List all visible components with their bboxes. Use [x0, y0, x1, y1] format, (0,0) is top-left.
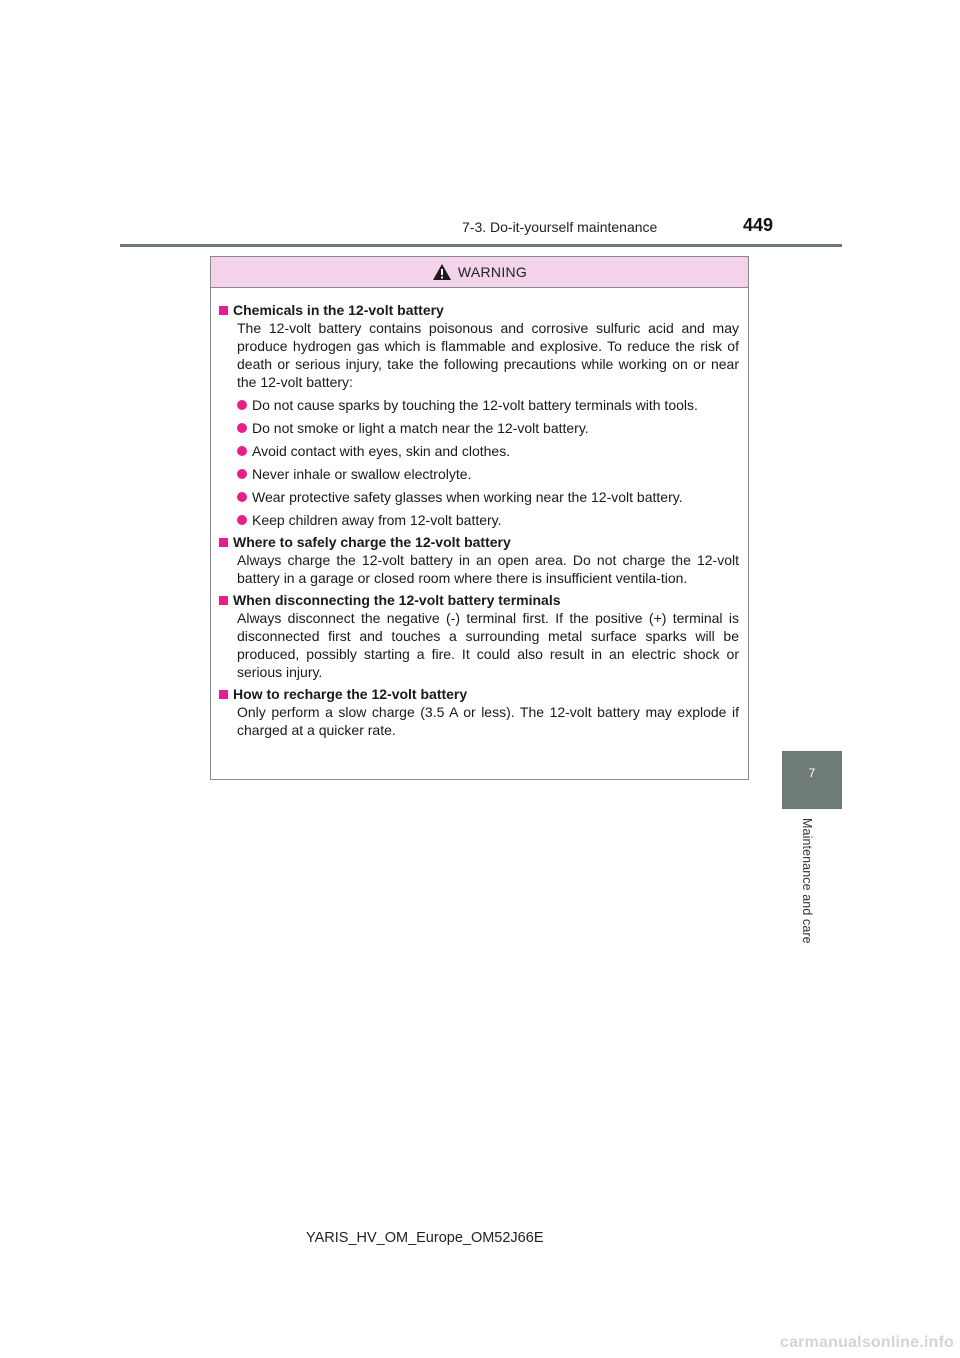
list-item: [237, 442, 739, 460]
section-heading: [219, 301, 739, 319]
section-heading-text: How to recharge the 12-volt battery: [233, 686, 468, 702]
section-text: Always charge the 12-volt battery in an open area. Do not charge the 12-volt battery in a garage or closed room where there is insufficient ventila-tion.: [237, 552, 739, 586]
warning-triangle-icon: [432, 263, 452, 281]
section-heading: [219, 533, 739, 551]
round-bullet-icon: [237, 400, 247, 410]
list-item-text: Do not cause sparks by touching the 12-volt battery terminals with tools.: [252, 397, 698, 413]
warning-header: [211, 257, 748, 288]
page-number: 449: [742, 215, 773, 235]
list-item-text: Do not smoke or light a match near the 12-volt battery.: [252, 420, 589, 436]
warning-title: WARNING: [457, 264, 528, 280]
chapter-tab: 7: [782, 751, 842, 809]
list-item: [237, 511, 739, 529]
list-item: [237, 396, 739, 414]
section-heading-text: When disconnecting the 12-volt battery terminals: [233, 592, 561, 608]
warning-box: [210, 256, 749, 780]
round-bullet-icon: [237, 515, 247, 525]
list-item-text: Never inhale or swallow electrolyte.: [252, 466, 472, 482]
round-bullet-icon: [237, 469, 247, 479]
square-bullet-icon: [219, 690, 228, 699]
chapter-label: Maintenance and care: [800, 818, 814, 944]
section-heading-text: Where to safely charge the 12-volt battery: [233, 534, 511, 550]
section-text: Only perform a slow charge (3.5 A or less). The 12-volt battery may explode if charged at a quicker rate.: [237, 704, 739, 738]
section-heading-text: Chemicals in the 12-volt battery: [233, 302, 444, 318]
document-code: YARIS_HV_OM_Europe_OM52J66E: [306, 1230, 544, 1246]
header-divider: [120, 244, 842, 247]
warning-body: [211, 288, 748, 739]
watermark: carmanualsonline.info: [779, 1334, 954, 1351]
square-bullet-icon: [219, 596, 228, 605]
warning-section-disconnecting: [219, 591, 739, 681]
warning-section-recharging: [219, 685, 739, 739]
list-item-text: Keep children away from 12-volt battery.: [252, 512, 502, 528]
section-text: The 12-volt battery contains poisonous and corrosive sulfuric acid and may produce hydrogen gas which is flammable and explosive. To reduce the risk of death or serious injury, take the following precautions while working on or near the 12-volt battery:: [237, 320, 739, 390]
round-bullet-icon: [237, 446, 247, 456]
warning-section-charging-location: [219, 533, 739, 587]
section-title: 7-3. Do-it-yourself maintenance: [462, 219, 658, 235]
list-item-text: Avoid contact with eyes, skin and clothes.: [252, 443, 511, 459]
section-heading: [219, 591, 739, 609]
section-heading: [219, 685, 739, 703]
square-bullet-icon: [219, 306, 228, 315]
round-bullet-icon: [237, 423, 247, 433]
list-item-text: Wear protective safety glasses when working near the 12-volt battery.: [252, 489, 683, 505]
round-bullet-icon: [237, 492, 247, 502]
list-item: [237, 488, 739, 506]
list-item: [237, 419, 739, 437]
section-text: Always disconnect the negative (-) terminal first. If the positive (+) terminal is disconnected first and touches a surrounding metal surface sparks will be produced, possibly starting a fire. It could also result in an electric shock or serious injury.: [237, 610, 739, 680]
warning-section-chemicals: [219, 301, 739, 529]
square-bullet-icon: [219, 538, 228, 547]
list-item: [237, 465, 739, 483]
